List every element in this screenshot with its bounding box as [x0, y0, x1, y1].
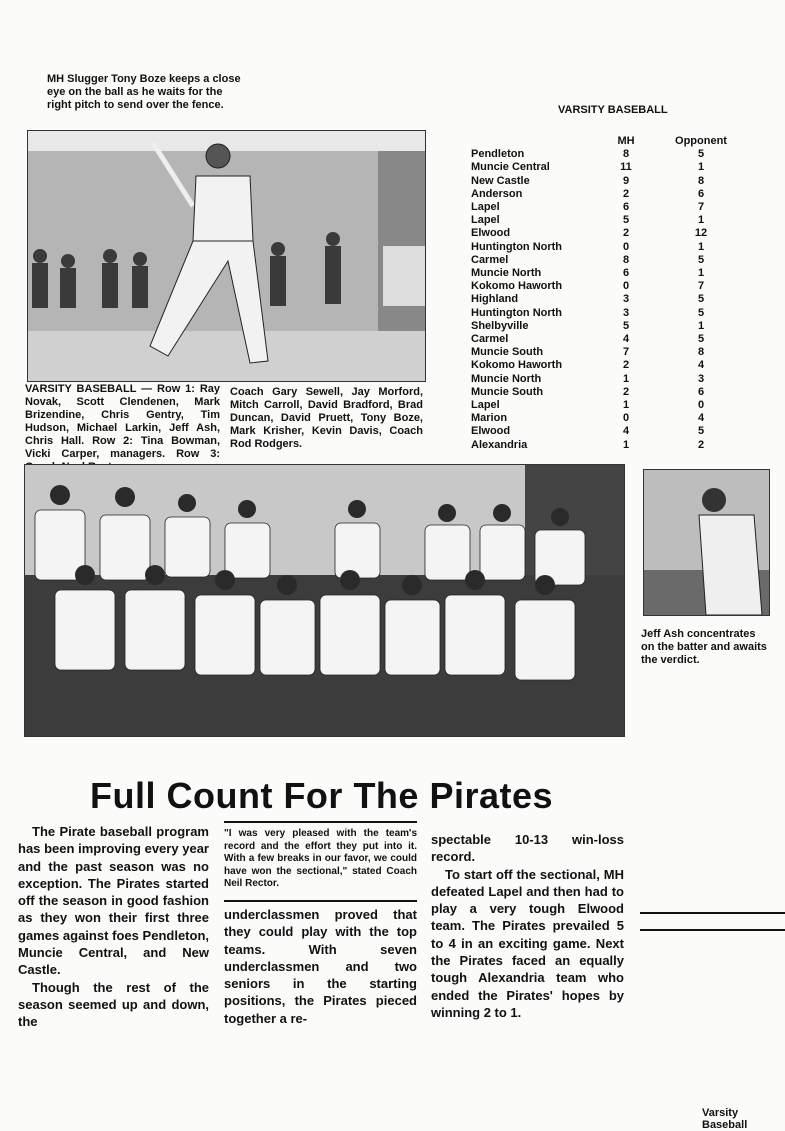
score-opponent: 4 — [697, 359, 705, 372]
score-mh: 1 — [622, 372, 630, 385]
score-opponent: 5 — [697, 293, 705, 306]
score-opponent: 2 — [697, 438, 705, 451]
score-row — [471, 201, 751, 214]
score-team: Highland — [471, 293, 519, 306]
score-team: Carmel — [471, 333, 509, 346]
score-mh: 4 — [622, 425, 630, 438]
score-mh: 9 — [622, 174, 630, 187]
score-team: Muncie South — [471, 346, 544, 359]
team-caption-left: VARSITY BASEBALL — Row 1: Ray Novak, Scott Clendenen, Mark Brizendine, Chris Gentry, Tim Hudson, Michael Larkin, Jeff Ash, Chris Hall. Row 2: Tina Bowman, Vicki Carper, managers. Row 3: — [25, 383, 220, 460]
score-row — [471, 254, 751, 267]
score-mh: 11 — [620, 161, 632, 174]
score-row — [471, 293, 751, 306]
score-table — [471, 135, 751, 452]
score-opponent: 12 — [694, 227, 708, 240]
score-row — [471, 425, 751, 438]
score-mh: 1 — [622, 399, 630, 412]
team-photo — [24, 464, 625, 737]
article-paragraph-2: Though the rest of the season seemed up and down, the — [18, 979, 209, 1030]
score-opponent: 1 — [697, 319, 705, 332]
score-row — [471, 386, 751, 399]
score-opponent: 5 — [697, 333, 705, 346]
score-row — [471, 214, 751, 227]
score-mh: 1 — [622, 438, 630, 451]
score-opponent: 4 — [697, 412, 705, 425]
score-opponent: 6 — [697, 187, 705, 200]
score-row — [471, 439, 751, 452]
quote-rule-bottom — [224, 900, 417, 902]
score-mh: 3 — [622, 306, 630, 319]
article-column-2: underclassmen proved that they could play with the top teams. With seven underclassmen and two seniors in the starting positions, the Pirates pieced together a re- — [224, 907, 417, 1026]
score-row — [471, 320, 751, 333]
pitcher-photo-caption: Jeff Ash concentrates on the batter and awaits the verdict. — [641, 628, 767, 666]
score-mh: 0 — [622, 412, 630, 425]
score-team: Muncie North — [471, 267, 542, 280]
score-row — [471, 412, 751, 425]
score-mh: 4 — [622, 333, 630, 346]
score-team: Kokomo Haworth — [471, 359, 563, 372]
score-team: New Castle — [471, 174, 530, 187]
score-row — [471, 241, 751, 254]
score-row — [471, 267, 751, 280]
score-mh: 0 — [622, 240, 630, 253]
batter-photo — [27, 130, 426, 382]
score-opponent: 8 — [697, 174, 705, 187]
score-row — [471, 346, 751, 359]
score-row — [471, 148, 751, 161]
article-paragraph-4: To start off the sectional, MH defeated Lapel and then had to play a very tough Elwood team. The Pirates prevailed 5 to 4 in an exciting game. Next the Pirates faced an equally tough Alexandria team who ended the Pirates' hopes by winning 2 to 1. — [431, 866, 624, 1020]
page-footer: Varsity Baseball — [702, 1107, 748, 1131]
score-row — [471, 373, 751, 386]
score-team: Muncie Central — [471, 161, 550, 174]
score-mh: 2 — [622, 359, 630, 372]
score-opponent: 8 — [697, 346, 705, 359]
pull-quote: "I was very pleased with the team's record and the effort they put into it. With a few breaks in our favor, we could have won the sectional," stated Coach Neil Rector. — [224, 828, 417, 889]
score-opponent: 5 — [697, 253, 705, 266]
score-team: Elwood — [471, 227, 511, 240]
batter-photo-caption: MH Slugger Tony Boze keeps a close eye on the ball as he waits for the right pitch to send over the fence. — [47, 73, 241, 111]
score-team: Marion — [471, 412, 508, 425]
side-rule-2 — [640, 929, 785, 931]
score-mh: 0 — [622, 280, 630, 293]
score-row — [471, 333, 751, 346]
score-opponent: 1 — [697, 240, 705, 253]
score-opponent: 5 — [697, 306, 705, 319]
score-team: Anderson — [471, 187, 523, 200]
score-mh: 8 — [622, 253, 630, 266]
score-row — [471, 399, 751, 412]
score-row — [471, 161, 751, 174]
score-team: Lapel — [471, 201, 500, 214]
score-team: Shelbyville — [471, 319, 529, 332]
score-opponent: 3 — [697, 372, 705, 385]
score-mh: 3 — [622, 293, 630, 306]
score-opponent: 7 — [697, 201, 705, 214]
article-column-3 — [431, 831, 624, 1021]
score-team: Alexandria — [471, 438, 528, 451]
score-mh: 2 — [622, 227, 630, 240]
score-opponent: 5 — [697, 425, 705, 438]
score-team: Elwood — [471, 425, 511, 438]
score-team: Carmel — [471, 253, 509, 266]
score-mh: 7 — [622, 346, 630, 359]
article-column-1 — [18, 823, 209, 1031]
score-opponent: 0 — [697, 399, 705, 412]
score-row — [471, 175, 751, 188]
score-team: Muncie North — [471, 372, 542, 385]
score-team: Huntington North — [471, 306, 563, 319]
score-opponent: 1 — [697, 267, 705, 280]
mh-header: MH — [617, 135, 635, 147]
score-team: Kokomo Haworth — [471, 280, 563, 293]
score-mh: 8 — [622, 148, 630, 161]
score-row — [471, 280, 751, 293]
score-mh: 6 — [622, 201, 630, 214]
score-opponent: 7 — [697, 280, 705, 293]
score-row — [471, 307, 751, 320]
score-team: Pendleton — [471, 148, 525, 161]
score-opponent: 6 — [697, 385, 705, 398]
score-mh: 5 — [622, 319, 630, 332]
opponent-header: Opponent — [675, 135, 727, 147]
score-mh: 2 — [622, 385, 630, 398]
score-mh: 6 — [622, 267, 630, 280]
score-mh: 5 — [622, 214, 630, 227]
table-title: VARSITY BASEBALL — [558, 104, 668, 116]
team-caption-right: Coach Gary Sewell, Jay Morford, Mitch Carroll, David Bradford, Brad Duncan, David Pruett, Tony Boze, Mark Krisher, Kevin Davis, Coach Rod Rodgers. — [230, 386, 423, 450]
article-paragraph-1: The Pirate baseball program has been improving every year and the past season was no exception. The Pirates started off the season in good fashion as they won their first three games against foes Pendleton, Muncie Central, and New Castle. — [18, 824, 209, 978]
headline: Full Count For The Pirates — [90, 775, 554, 816]
score-row — [471, 227, 751, 240]
quote-rule-top — [224, 821, 417, 823]
pitcher-photo — [643, 469, 770, 616]
score-mh: 2 — [622, 187, 630, 200]
score-team: Lapel — [471, 399, 500, 412]
score-row — [471, 188, 751, 201]
score-opponent: 1 — [697, 161, 705, 174]
score-team: Lapel — [471, 214, 500, 227]
score-opponent: 5 — [697, 148, 705, 161]
score-team: Muncie South — [471, 385, 544, 398]
score-team: Huntington North — [471, 240, 563, 253]
score-opponent: 1 — [697, 214, 705, 227]
side-rule-1 — [640, 912, 785, 914]
article-paragraph-3: spectable 10-13 win-loss record. — [431, 832, 624, 865]
score-row — [471, 359, 751, 372]
